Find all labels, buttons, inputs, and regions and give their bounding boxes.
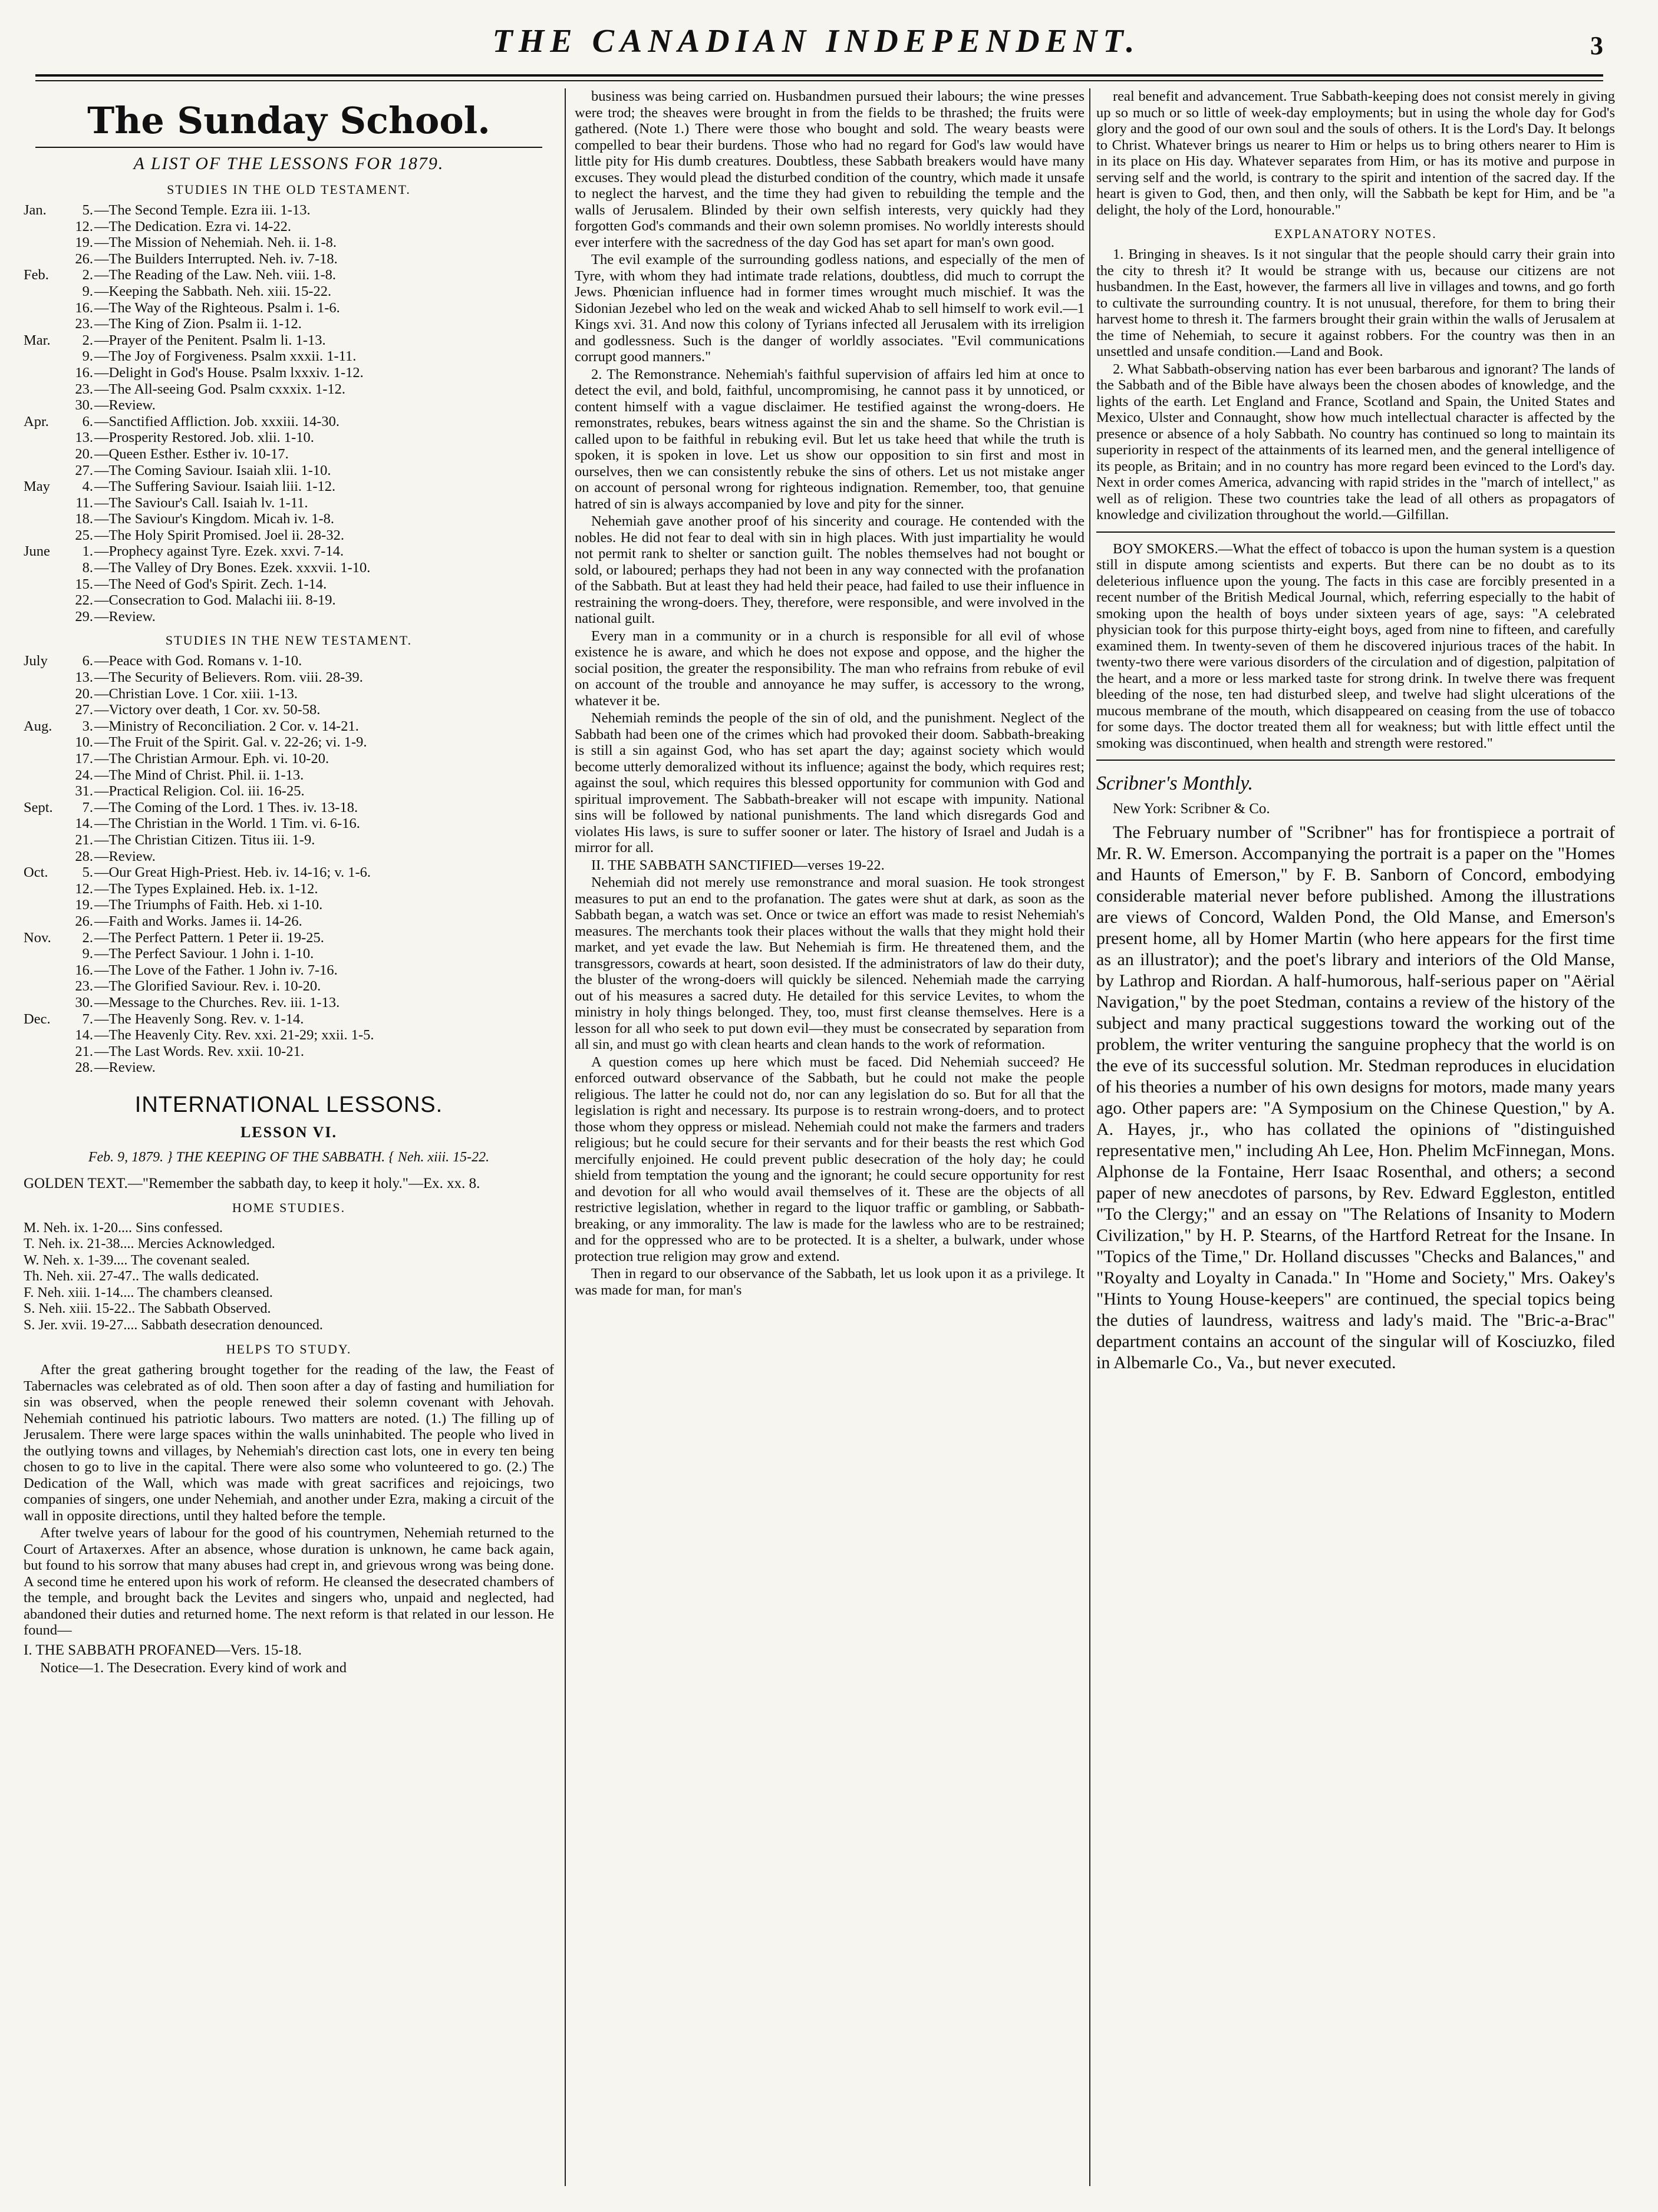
middle-paragraph: A question comes up here which must be faced. Did Nehemiah succeed? He enforced outward observance of the Sabbath, but he could not make the people religious. The latter he could not do, nor can any legislation do so. But for all that the legislation is right and necessary. Its purpose is to restrain wrong-doers, and to protect those whom they oppress or mislead. Nehemiah could not make the farmers and traders religious; but he could secure for their servants and for their beasts the rest which God mercifully enjoined. He could prevent public desecration of the holy day; he could shield from temptation the young and the ignorant; he could secure opportunity for rest and devotion for all who would avail themselves of it. These are the objects of all restrictive legislation, whether in regard to the liquor traffic or gambling, or Sabbath-breaking, or any immorality. The law is made for the lawless who are to be restrained; and for the oppressed who are to be protected. It is a shelter, a bulwark, under whose protection true religion may grow and extend. bbox=[575, 1054, 1085, 1265]
lesson-row bbox=[24, 978, 554, 995]
sabbath-profaned-heading: I. THE SABBATH PROFANED—Vers. 15-18. bbox=[24, 1642, 302, 1658]
lesson-text: —Review. bbox=[94, 608, 156, 625]
lesson-day: 21. bbox=[75, 831, 93, 848]
lesson-day: 13. bbox=[75, 430, 93, 446]
masthead-rule-thick bbox=[35, 74, 1603, 77]
home-study-row: F. Neh. xiii. 1-14.... The chambers cleansed. bbox=[24, 1285, 273, 1300]
lesson-row bbox=[24, 734, 554, 751]
lesson-row bbox=[24, 897, 554, 913]
lesson-day: 16. bbox=[75, 364, 93, 381]
lesson-text: —Christian Love. 1 Cor. xiii. 1-13. bbox=[94, 685, 298, 702]
page-number: 3 bbox=[1590, 31, 1603, 60]
lesson-row bbox=[24, 609, 554, 625]
scribner-paragraph: The February number of "Scribner" has for frontispiece a portrait of Mr. R. W. Emerson. Accompanying the portrait is a paper on the "Homes and Haunts of Emerson," by F. B. Sanborn of Concord, embodying considerable material never before published. Among the illustrations are views of Concord, Walden Pond, the Old Manse, and Emerson's present home, all by Homer Martin (who here appears for the first time as an illustrator); and the poet's library and interiors of the Old Manse, by Lathrop and Riordan. A half-humorous, half-serious paper on "Aërial Navigation," by the poet Stedman, contains a review of the history of the subject and many practical suggestions toward the working out of the problem, the writer venturing the sanguine prophecy that the world is on the eve of its successful solution. Mr. Stedman reproduces in elucidation of his theories a number of his own designs for motors, made many years ago. Other papers are: "A Symposium on the Chinese Question," by A. A. Hayes, jr., who has collated the opinions of "distinguished representative men," including Ah Lee, Hon. Phelim McFinnegan, Mons. Alphonse de la Fontaine, Herr Isaac Rosenthal, and others; a second paper of new anecdotes of parsons, by Rev. Edward Eggleston, entitled "To the Clergy;" and an essay on "The Relations of Insanity to Modern Civilization," by H. P. Stearns, of the Hartford Retreat for the Insane. In "Topics of the Time," Dr. Holland discusses "Checks and Balances," and "Royalty and Loyalty in Canada." In "Home and Society," Mrs. Oakey's "Hints to Young House-keepers" are continued, the special topics being the duties of laundress, waitress and lady's maid. The "Bric-a-Brac" department contains an account of the singular will of Kosciuzko, filed in Albemarle Co., Va., but never executed. bbox=[1096, 823, 1615, 1372]
lesson-day: 6. bbox=[82, 653, 93, 669]
lesson-row bbox=[24, 576, 554, 593]
lesson-day: 23. bbox=[75, 381, 93, 397]
lesson-text: —Prosperity Restored. Job. xlii. 1-10. bbox=[94, 430, 314, 446]
lesson-day: 7. bbox=[82, 799, 93, 816]
masthead bbox=[35, 22, 1603, 70]
lesson-day: 30. bbox=[75, 994, 93, 1011]
lesson-text: —The Christian in the World. 1 Tim. vi. 6-16. bbox=[94, 816, 360, 832]
helps-heading: HELPS TO STUDY. bbox=[226, 1342, 352, 1357]
lesson-text: —The Christian Armour. Eph. vi. 10-20. bbox=[94, 751, 329, 767]
lesson-row bbox=[24, 543, 554, 560]
lesson-row bbox=[24, 511, 554, 527]
lesson-month: Apr. bbox=[24, 413, 49, 430]
home-studies-heading: HOME STUDIES. bbox=[232, 1200, 346, 1215]
middle-paragraph: Nehemiah did not merely use remonstrance and moral suasion. He took strongest measures to put an end to the profanation. The gates were shut at dark, as soon as the Sabbath began, a watch was set. Once or twice an effort was made to resist Nehemiah's measures. The merchants took their places without the walls that they might hold their market, and yet evade the law. But Nehemiah is firm. He threatened them, and the transgressors, cowards at heart, soon desisted. If the administrators of law do their duty, the bluster of the wrong-doers will quickly be silenced. Nehemiah made the carrying out of his measures a sacred duty. He detailed for this service Levites, to whom the ministry in holy things belonged. They, too, must first cleanse themselves. Here is a lesson for all who seek to put down evil—they must be consecrated by separation from all sin, and must go with clean hearts and clean hands to the work of reformation. bbox=[575, 874, 1085, 1052]
masthead-rule-thin bbox=[35, 80, 1603, 81]
lesson-month: June bbox=[24, 543, 50, 560]
lesson-text: —The Last Words. Rev. xxii. 10-21. bbox=[94, 1043, 304, 1059]
lesson-row bbox=[24, 267, 554, 283]
lesson-text: —The Builders Interrupted. Neh. iv. 7-18. bbox=[94, 250, 338, 267]
lesson-text: —The Need of God's Spirit. Zech. 1-14. bbox=[94, 576, 327, 592]
middle-column-text bbox=[575, 88, 1085, 1298]
lesson-day: 26. bbox=[75, 250, 93, 267]
lesson-text: —The Holy Spirit Promised. Joel ii. 28-32. bbox=[94, 527, 344, 543]
column-middle bbox=[575, 88, 1085, 2186]
lesson-day: 28. bbox=[75, 848, 93, 864]
new-testament-lessons bbox=[24, 653, 554, 1075]
section-title-sunday-school: The Sunday School. bbox=[87, 99, 490, 142]
lesson-text: —Victory over death, 1 Cor. xv. 50-58. bbox=[94, 702, 321, 718]
lesson-day: 2. bbox=[82, 267, 93, 283]
notice-paragraph: Notice—1. The Desecration. Every kind of work and bbox=[40, 1659, 347, 1676]
right-column-text bbox=[1096, 88, 1615, 218]
lesson-day: 22. bbox=[75, 592, 93, 609]
lesson-text: —The Mission of Nehemiah. Neh. ii. 1-8. bbox=[94, 235, 337, 251]
lesson-text: —The Love of the Father. 1 John iv. 7-16. bbox=[94, 962, 338, 978]
lesson-text: —Review. bbox=[94, 397, 156, 414]
home-study-row: M. Neh. ix. 1-20.... Sins confessed. bbox=[24, 1220, 223, 1236]
middle-paragraph: II. THE SABBATH SANCTIFIED—verses 19-22. bbox=[591, 857, 885, 873]
lesson-text: —Review. bbox=[94, 1059, 156, 1076]
lesson-text: —The Fruit of the Spirit. Gal. v. 22-26; vi. 1-9. bbox=[94, 734, 367, 751]
lesson-day: 27. bbox=[75, 462, 93, 478]
lesson-row bbox=[24, 995, 554, 1011]
lesson-row bbox=[24, 560, 554, 576]
lesson-text: —The Triumphs of Faith. Heb. xi 1-10. bbox=[94, 897, 323, 913]
lesson-text: —The Security of Believers. Rom. viii. 28-39. bbox=[94, 669, 363, 686]
middle-paragraph: Nehemiah reminds the people of the sin of old, and the punishment. Neglect of the Sabbath had been one of the crimes which had provoked their doom. Sabbath-breaking is still a sin against God, who has set apart the day; against society which would become utterly demoralized without its influence; against the body, which requires rest; against the soul, which requires this blessed opportunity for communion with God and spiritual improvement. The Sabbath-breaker will not escape with impunity. National sins will be followed by national punishments. The land which disregards God and violates His laws, is sure to suffer sooner or later. The history of Israel and Judah is a mirror for all. bbox=[575, 710, 1085, 856]
section-rule bbox=[35, 147, 542, 148]
lesson-day: 12. bbox=[75, 218, 93, 235]
lesson-row bbox=[24, 946, 554, 962]
helps-text bbox=[24, 1362, 554, 1639]
lesson-day: 27. bbox=[75, 702, 93, 718]
lesson-text: —The All-seeing God. Psalm cxxxix. 1-12. bbox=[94, 381, 345, 397]
golden-text: GOLDEN TEXT.—"Remember the sabbath day, to keep it holy."—Ex. xx. 8. bbox=[24, 1175, 480, 1191]
lesson-row bbox=[24, 316, 554, 332]
lesson-row bbox=[24, 1011, 554, 1028]
lesson-row bbox=[24, 300, 554, 316]
lesson-text: —Our Great High-Priest. Heb. iv. 14-16; v. 1-6. bbox=[94, 864, 371, 881]
lesson-day: 25. bbox=[75, 527, 93, 543]
lesson-text: —The Dedication. Ezra vi. 14-22. bbox=[94, 218, 292, 235]
lesson-day: 10. bbox=[75, 734, 93, 751]
lesson-day: 1. bbox=[82, 543, 93, 560]
lesson-day: 13. bbox=[75, 669, 93, 686]
lesson-day: 23. bbox=[75, 978, 93, 995]
lesson-row bbox=[24, 1044, 554, 1060]
notice-line bbox=[24, 1660, 554, 1676]
lesson-text: —The Coming of the Lord. 1 Thes. iv. 13-18. bbox=[94, 799, 358, 816]
lesson-day: 9. bbox=[82, 348, 93, 365]
home-study-row: Th. Neh. xii. 27-47.. The walls dedicated. bbox=[24, 1269, 259, 1285]
lesson-row bbox=[24, 365, 554, 381]
lesson-row bbox=[24, 283, 554, 300]
column-left bbox=[24, 88, 554, 2186]
middle-paragraph: Every man in a community or in a church is responsible for all evil of whose existence he is aware, and which he does not expose and oppose, and the higher the social position, the greater the responsibility. The man who refrains from rebuke of evil on account of the trouble and annoyance he may suffer, is accessory to the wrong, whatever it be. bbox=[575, 628, 1085, 709]
lesson-header: Feb. 9, 1879. } THE KEEPING OF THE SABBATH. { Neh. xiii. 15-22. bbox=[88, 1149, 490, 1165]
home-study-row: S. Neh. xiii. 15-22.. The Sabbath Observed. bbox=[24, 1301, 271, 1317]
lesson-text: —The Heavenly Song. Rev. v. 1-14. bbox=[94, 1011, 304, 1027]
lesson-day: 7. bbox=[82, 1011, 93, 1027]
scribner-review bbox=[1096, 822, 1615, 1374]
lesson-row bbox=[24, 751, 554, 767]
sabbath-paragraph: real benefit and advancement. True Sabbath-keeping does not consist merely in giving up so much or so little of week-day employments; but in using the whole day for God's glory and the good of our own soul and the souls of others. It is the Lord's Day. It belongs to Christ. Whatever brings us nearer to Him or helps us to bring others nearer to Him is in its place on His day. Whatever separates from Him, or has its motive and purpose in serving self and the world, is contrary to the spirit and intention of the sacred day. If the heart is given to God, then, and then only, will the Sabbath be kept for Him, and be "a delight, the holy of the Lord, honourable." bbox=[1096, 88, 1615, 218]
column-right bbox=[1096, 88, 1615, 2186]
lesson-row bbox=[24, 816, 554, 832]
lesson-day: 14. bbox=[75, 1027, 93, 1044]
lesson-day: 20. bbox=[75, 445, 93, 462]
scribner-publisher: New York: Scribner & Co. bbox=[1113, 801, 1270, 817]
lesson-text: —The Perfect Pattern. 1 Peter ii. 19-25. bbox=[94, 929, 324, 946]
lesson-text: —The Suffering Saviour. Isaiah liii. 1-12. bbox=[94, 478, 336, 495]
lesson-text: —The Saviour's Call. Isaiah lv. 1-11. bbox=[94, 494, 308, 511]
lesson-month: Feb. bbox=[24, 267, 49, 283]
lesson-text: —Sanctified Affliction. Job. xxxiii. 14-30. bbox=[94, 413, 340, 430]
column-divider bbox=[1089, 88, 1090, 2186]
lesson-text: —The King of Zion. Psalm ii. 1-12. bbox=[94, 316, 302, 332]
lesson-row bbox=[24, 446, 554, 463]
lesson-row bbox=[24, 881, 554, 897]
lesson-row bbox=[24, 430, 554, 446]
lesson-month: Jan. bbox=[24, 202, 47, 218]
lesson-row bbox=[24, 930, 554, 946]
lesson-row bbox=[24, 718, 554, 735]
lesson-month: Aug. bbox=[24, 718, 52, 734]
lesson-text: —Faith and Works. James ii. 14-26. bbox=[94, 913, 302, 929]
lesson-row bbox=[24, 686, 554, 702]
lesson-text: —The Mind of Christ. Phil. ii. 1-13. bbox=[94, 767, 304, 783]
lesson-row bbox=[24, 235, 554, 251]
middle-paragraph: Nehemiah gave another proof of his sincerity and courage. He contended with the nobles. He did not fear to deal with sin in high places. With just impartiality he would not permit rank to shelter or sanction guilt. The nobles themselves had not bought or sold, or laboured; perhaps they had not been in any way connected with the profanation of the Sabbath. But at least they had held their peace, had failed to use their influence in restraining the wrong-doers. They, therefore, were responsible, and were involved in the national guilt. bbox=[575, 513, 1085, 626]
lesson-day: 18. bbox=[75, 511, 93, 527]
lesson-row bbox=[24, 332, 554, 349]
lesson-text: —Review. bbox=[94, 848, 156, 864]
lesson-day: 21. bbox=[75, 1043, 93, 1059]
lesson-text: —Ministry of Reconciliation. 2 Cor. v. 14-21. bbox=[94, 718, 359, 734]
lesson-row bbox=[24, 478, 554, 495]
lesson-day: 14. bbox=[75, 816, 93, 832]
lesson-reference: Neh. xiii. 15-22. bbox=[397, 1149, 490, 1165]
lesson-text: —The Types Explained. Heb. ix. 1-12. bbox=[94, 880, 318, 897]
lesson-text: —Keeping the Sabbath. Neh. xiii. 15-22. bbox=[94, 283, 332, 299]
lesson-row bbox=[24, 219, 554, 235]
lesson-day: 6. bbox=[82, 413, 93, 430]
lesson-number: LESSON VI. bbox=[240, 1123, 338, 1141]
lesson-day: 16. bbox=[75, 962, 93, 978]
lesson-row bbox=[24, 348, 554, 365]
scribner-heading: Scribner's Monthly. bbox=[1096, 772, 1254, 794]
lesson-text: —The Second Temple. Ezra iii. 1-13. bbox=[94, 202, 311, 218]
lesson-day: 26. bbox=[75, 913, 93, 929]
lesson-row bbox=[24, 495, 554, 511]
lesson-day: 8. bbox=[82, 560, 93, 576]
lesson-day: 17. bbox=[75, 751, 93, 767]
lesson-day: 5. bbox=[82, 864, 93, 881]
new-testament-heading: STUDIES IN THE NEW TESTAMENT. bbox=[165, 633, 413, 648]
section-rule bbox=[1096, 760, 1615, 761]
lesson-text: —Prayer of the Penitent. Psalm li. 1-13. bbox=[94, 332, 326, 348]
middle-paragraph: Then in regard to our observance of the Sabbath, let us look upon it as a privilege. It was made for man, for man's bbox=[575, 1266, 1085, 1298]
lesson-text: —Consecration to God. Malachi iii. 8-19. bbox=[94, 592, 336, 609]
lesson-text: —The Heavenly City. Rev. xxi. 21-29; xxii. 1-5. bbox=[94, 1027, 374, 1044]
lesson-row bbox=[24, 592, 554, 609]
lesson-day: 19. bbox=[75, 897, 93, 913]
lesson-day: 16. bbox=[75, 299, 93, 316]
lesson-list-title: A LIST OF THE LESSONS FOR 1879. bbox=[133, 154, 444, 173]
old-testament-lessons bbox=[24, 202, 554, 625]
lesson-row bbox=[24, 800, 554, 816]
middle-paragraph: The evil example of the surrounding godless nations, and especially of the men of Tyre, with whom they had intimate trade relations, doubtless, did much to corrupt the Jews. Phœnician influence had in former times wrought much mischief. It was the Sidonian Jezebel who led on the weak and wicked Ahab to sell himself to work evil.—1 Kings xvi. 31. And now this colony of Tyrians infected all Jerusalem with its irreligion and godlessness. Such is the danger of worldly associates. "Evil communications corrupt good manners." bbox=[575, 252, 1085, 365]
explanatory-notes-heading: EXPLANATORY NOTES. bbox=[1274, 226, 1437, 241]
lesson-row bbox=[24, 702, 554, 718]
lesson-row bbox=[24, 653, 554, 669]
lesson-text: —Practical Religion. Col. iii. 16-25. bbox=[94, 783, 305, 800]
lesson-day: 24. bbox=[75, 767, 93, 783]
lesson-row bbox=[24, 202, 554, 219]
lesson-row bbox=[24, 251, 554, 268]
section-rule bbox=[1096, 531, 1615, 533]
explanatory-notes bbox=[1096, 246, 1615, 523]
explanatory-note: 2. What Sabbath-observing nation has ever been barbarous and ignorant? The lands of the Sabbath and of the Bible have always been the chosen abodes of knowledge, and the lights of the earth. Let England and France, Scotland and Spain, the United States and Mexico, Ulster and Connaught, show how much intellectual character is affected by the presence or absence of a holy Sabbath. No country has continued so long to maintain its superiority in respect of the attainments of its learned men, and the general intelligence of its people, as Britain; and in no country has more regard been evinced to the Lord's day. Next in order comes America, advancing with rapid strides in the "march of intellect," as well as of religion. These two countries take the lead of all others as propagators of knowledge and civilization throughout the world.—Gilfillan. bbox=[1096, 361, 1615, 523]
home-study-row: S. Jer. xvii. 19-27.... Sabbath desecration denounced. bbox=[24, 1317, 323, 1333]
helps-paragraph: After twelve years of labour for the good of his countrymen, Nehemiah returned to the Court of Artaxerxes. After an absence, whose duration is unknown, he came back again, but found to his sorrow that many abuses had crept in, and grievous wrong was being done. A second time he entered upon his work of reform. He cleansed the desecrated chambers of the temple, and brought back the Levites and singers who, unpaid and neglected, had abandoned their duties and returned home. The next reform is that related in our lesson. He found— bbox=[24, 1525, 554, 1639]
lesson-day: 31. bbox=[75, 783, 93, 800]
international-lessons-heading: INTERNATIONAL LESSONS. bbox=[134, 1092, 443, 1117]
lesson-day: 15. bbox=[75, 576, 93, 592]
lesson-row bbox=[24, 783, 554, 800]
lesson-text: —The Coming Saviour. Isaiah xlii. 1-10. bbox=[94, 462, 331, 478]
old-testament-heading: STUDIES IN THE OLD TESTAMENT. bbox=[167, 182, 411, 197]
lesson-date: Feb. 9, 1879. bbox=[88, 1149, 164, 1165]
lesson-day: 30. bbox=[75, 397, 93, 414]
lesson-text: —Delight in God's House. Psalm lxxxiv. 1-12. bbox=[94, 364, 364, 381]
lesson-day: 11. bbox=[75, 494, 93, 511]
lesson-day: 23. bbox=[75, 316, 93, 332]
boy-smokers-paragraph: BOY SMOKERS.—What the effect of tobacco is upon the human system is a question still in dispute among scientists and experts. But there can be no doubt as to its deleterious influence upon the young. The facts in this case are forcibly presented in a recent number of the British Medical Journal, which, referring especially to the habit of smoking upon the health of boys under sixteen years of age, says: "A celebrated physician took for this purpose thirty-eight boys, aged from nine to fifteen, and carefully examined them. In twenty-seven of them he discovered injurious traces of the habit. In twenty-two there were various disorders of the circulation and of digestion, palpitation of the heart, and a more or less marked taste for strong drink. In twelve there was frequent bleeding of the nose, ten had disturbed sleep, and twelve had slight ulcerations of the mucous membrane of the mouth, which disappeared on ceasing from the use of tobacco for some days. The doctor treated them all for weakness; but with little effect until the smoking was discontinued, when health and strength were restored." bbox=[1096, 540, 1615, 751]
lesson-text: —The Way of the Righteous. Psalm i. 1-6. bbox=[94, 299, 340, 316]
lesson-text: —Peace with God. Romans v. 1-10. bbox=[94, 653, 302, 669]
lesson-row bbox=[24, 381, 554, 398]
home-studies-list bbox=[24, 1220, 554, 1334]
lesson-text: —The Saviour's Kingdom. Micah iv. 1-8. bbox=[94, 511, 335, 527]
lesson-day: 29. bbox=[75, 608, 93, 625]
lesson-row bbox=[24, 913, 554, 930]
lesson-row bbox=[24, 414, 554, 430]
lesson-text: —The Glorified Saviour. Rev. i. 10-20. bbox=[94, 978, 321, 995]
lesson-day: 19. bbox=[75, 235, 93, 251]
middle-paragraph: 2. The Remonstrance. Nehemiah's faithful supervision of affairs led him at once to detect the evil, and bold, faithful, uncompromising, he cannot pass it by unnoticed, or content himself with a vague disclaimer. He testified against the wrong-doers. He remonstrates, rebukes, bears witness against the sin and the shame. So the Christian is called upon to be faithful in rebuking evil. But let us take heed that while the truth is spoken, it is spoken in love. Let us show our opposition to sin first and most in ourselves, then we can consistently rebuke the sins of others. Let us not mistake anger on account of personal wrong for righteous indignation. Remember, too, that genuine hatred of sin is always accompanied by love and pity for the sinner. bbox=[575, 366, 1085, 512]
lesson-day: 28. bbox=[75, 1059, 93, 1076]
middle-paragraph: business was being carried on. Husbandmen pursued their labours; the wine presses were trod; the sheaves were brought in from the fields to be thrashed; the fruits were gathered. (Note 1.) There were those who bought and sold. The weary beasts were compelled to bear their burdens. Those who had no regard for God's law would have little pity for His dumb creatures. Doubtless, these Sabbath breakers would have many excuses. They would plead the disturbed condition of the country, which made it unsafe to neglect the harvest, and the time they had given to rebuilding the temple and the walls of Jerusalem. Blinded by their own selfish interests, very quickly had they forgotten God's commands and their own solemn promises. No worldly interests should ever interfere with the sacredness of the day God has set apart for man's own good. bbox=[575, 88, 1085, 250]
lesson-text: —The Reading of the Law. Neh. viii. 1-8. bbox=[94, 267, 337, 283]
lesson-month: Oct. bbox=[24, 864, 48, 881]
lesson-row bbox=[24, 832, 554, 849]
lesson-row bbox=[24, 849, 554, 865]
lesson-day: 3. bbox=[82, 718, 93, 734]
lesson-day: 9. bbox=[82, 283, 93, 299]
lesson-text: —Message to the Churches. Rev. iii. 1-13. bbox=[94, 994, 340, 1011]
lesson-row bbox=[24, 1059, 554, 1076]
newspaper-title: THE CANADIAN INDEPENDENT. bbox=[492, 23, 1141, 60]
lesson-month: Sept. bbox=[24, 799, 53, 816]
lesson-row bbox=[24, 527, 554, 544]
lesson-day: 9. bbox=[82, 946, 93, 962]
lesson-text: —The Valley of Dry Bones. Ezek. xxxvii. 1-10. bbox=[94, 560, 371, 576]
lesson-row bbox=[24, 463, 554, 479]
lesson-row bbox=[24, 864, 554, 881]
lesson-text: —Queen Esther. Esther iv. 10-17. bbox=[94, 445, 289, 462]
explanatory-note: 1. Bringing in sheaves. Is it not singular that the people should carry their grain into the city to thresh it? It would be strange with us, because our citizens are not husbandmen. In the East, however, the farmers all live in villages and towns, and go forth to cultivate the surrounding country. It is not unusual, therefore, for them to bring their harvest home to thresh it. The farmers brought their grain within the walls of Jerusalem at the time of Nehemiah, to secure it against robbers. For the country was then in an unsettled and unsafe condition.—Land and Book. bbox=[1096, 246, 1615, 359]
home-study-row: T. Neh. ix. 21-38.... Mercies Acknowledged. bbox=[24, 1236, 275, 1252]
boy-smokers-article bbox=[1096, 541, 1615, 752]
lesson-month: May bbox=[24, 478, 50, 495]
lesson-month: July bbox=[24, 653, 48, 669]
lesson-day: 4. bbox=[82, 478, 93, 495]
lesson-row bbox=[24, 397, 554, 414]
lesson-month: Dec. bbox=[24, 1011, 51, 1027]
lesson-text: —The Perfect Saviour. 1 John i. 1-10. bbox=[94, 946, 314, 962]
lesson-day: 5. bbox=[82, 202, 93, 218]
lesson-day: 12. bbox=[75, 880, 93, 897]
lesson-row bbox=[24, 669, 554, 686]
lesson-row bbox=[24, 767, 554, 784]
lesson-row bbox=[24, 962, 554, 979]
lesson-text: —The Joy of Forgiveness. Psalm xxxii. 1-11. bbox=[94, 348, 357, 365]
helps-paragraph: After the great gathering brought together for the reading of the law, the Feast of Tabernacles was celebrated as of old. Then soon after a day of fasting and humiliation for sin was observed, when the people renewed their solemn covenant with Jehovah. Nehemiah continued his patriotic labours. Two matters are noted. (1.) The filling up of Jerusalem. There were large spaces within the walls uninhabited. The people who lived in the outlying towns and villages, by Nehemiah's direction cast lots, one in every ten being chosen to go to live in the capital. There were also some who volunteered to go. (2.) The Dedication of the Wall, which was made with great sacrifices and rejoicings, two companies of singers, one under Nehemiah, and another under Ezra, making a circuit of the wall in opposite directions, until they halted before the temple. bbox=[24, 1362, 554, 1524]
lesson-text: —The Christian Citizen. Titus iii. 1-9. bbox=[94, 831, 315, 848]
column-divider bbox=[565, 88, 566, 2186]
lesson-day: 20. bbox=[75, 685, 93, 702]
lesson-row bbox=[24, 1027, 554, 1044]
lesson-month: Nov. bbox=[24, 929, 51, 946]
lesson-month: Mar. bbox=[24, 332, 51, 348]
lesson-day: 2. bbox=[82, 332, 93, 348]
lesson-text: —Prophecy against Tyre. Ezek. xxvi. 7-14. bbox=[94, 543, 344, 560]
lesson-day: 2. bbox=[82, 929, 93, 946]
lesson-title: THE KEEPING OF THE SABBATH. bbox=[176, 1149, 385, 1165]
home-study-row: W. Neh. x. 1-39.... The covenant sealed. bbox=[24, 1252, 250, 1268]
